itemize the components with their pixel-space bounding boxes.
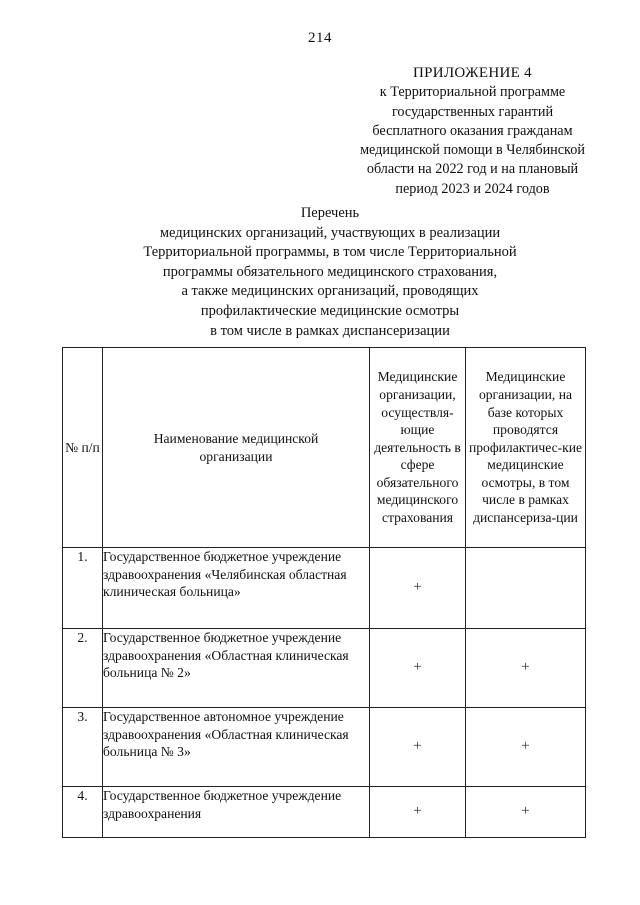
heading-line: Перечень [300,205,360,221]
appendix-block [330,64,615,199]
document-heading [100,204,560,341]
header-name [103,348,370,548]
header-name-text: Наименование медицинской организации [153,430,319,464]
heading-line: программы обязательного медицинского страхования, [162,263,498,280]
row-prof-mark: + [466,787,586,838]
header-prof-text: Медицинские организации, на базе которых проводятся профилактичес-кие медицинские осмотры, в том числе в рамках диспансериза-ции [468,369,583,526]
appendix-line: государственных гарантий [391,103,554,120]
table-row [63,629,586,708]
table-row [63,787,586,838]
appendix-line: период 2023 и 2024 годов [395,180,550,197]
row-name: Государственное бюджетное учреждение здравоохранения «Челябинская областная клиническая больница» [103,548,370,629]
page-number: 214 [308,30,332,46]
appendix-line: области на 2022 год и на плановый [366,161,579,178]
header-prof [466,348,586,548]
header-oms [370,348,466,548]
appendix-line: бесплатного оказания гражданам [372,122,573,139]
appendix-line: к Территориальной программе [379,84,566,101]
header-oms-text: Медицинские организации, осуществля-ющие деятельность в сфере обязательного медицинского страхования [374,369,461,526]
row-prof-mark: + [466,629,586,708]
heading-line: профилактические медицинские осмотры [200,302,460,319]
header-num: № п/п [63,348,103,548]
row-num: 1. [63,548,103,629]
appendix-line: медицинской помощи в Челябинской [360,142,585,159]
row-oms-mark: + [370,708,466,787]
row-num: 3. [63,708,103,787]
row-prof-mark [466,548,586,629]
row-oms-mark: + [370,629,466,708]
row-oms-mark: + [370,548,466,629]
heading-line: медицинских организаций, участвующих в реализации [159,224,501,241]
row-oms-mark: + [370,787,466,838]
heading-line: в том числе в рамках диспансеризации [210,322,450,339]
table-row [63,548,586,629]
table-header-row [63,348,586,548]
organizations-table [62,347,586,838]
row-name: Государственное автономное учреждение здравоохранения «Областная клиническая больница № 3» [103,708,370,787]
heading-line: а также медицинских организаций, проводящих [181,283,479,300]
row-name: Государственное бюджетное учреждение здравоохранения [103,787,370,838]
appendix-title: ПРИЛОЖЕНИЕ 4 [413,65,532,81]
row-name: Государственное бюджетное учреждение здравоохранения «Областная клиническая больница № 2» [103,629,370,708]
table-row [63,708,586,787]
row-prof-mark: + [466,708,586,787]
row-num: 2. [63,629,103,708]
row-num: 4. [63,787,103,838]
heading-line: Территориальной программы, в том числе Территориальной [143,244,517,261]
